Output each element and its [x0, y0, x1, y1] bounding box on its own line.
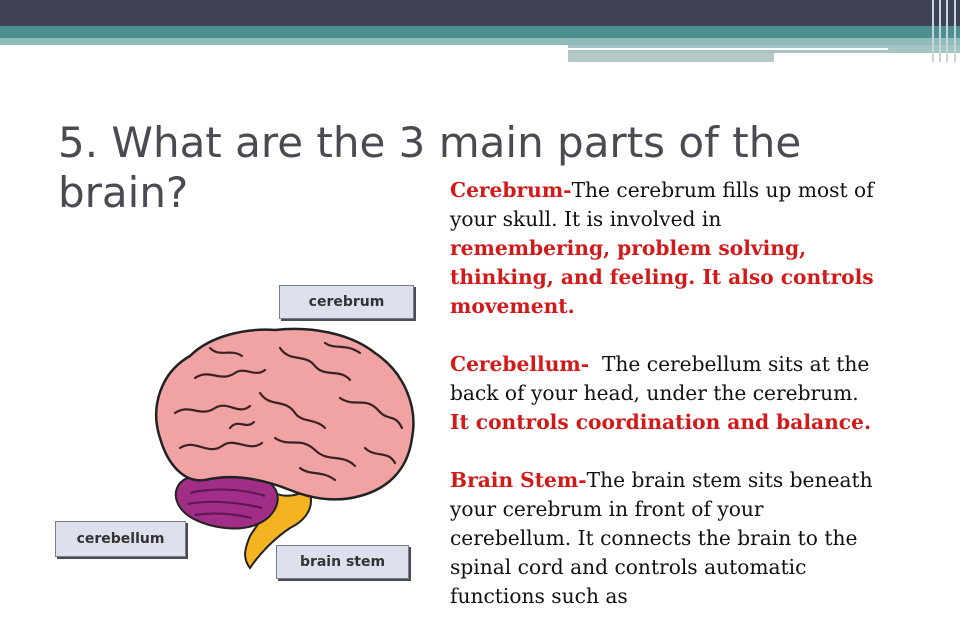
brain-parts-description [450, 176, 880, 640]
cerebellum-heading: Cerebellum- [450, 352, 590, 376]
cerebrum-emphasis: remembering, problem solving, thinking, and feeling. It also controls movement. [450, 236, 874, 318]
brain-illustration-icon [150, 318, 450, 578]
header-stripes [930, 0, 960, 62]
header-accent-line [568, 48, 888, 50]
header-bar [0, 0, 960, 26]
header-accent-bar-light [0, 38, 960, 45]
brain-stem-section [450, 466, 880, 611]
brain-stem-heading: Brain Stem- [450, 468, 587, 492]
cerebellum-text: The cerebellum sits at the back of your head, under the cerebrum. [450, 352, 876, 405]
brain-stem-label: brain stem [276, 545, 409, 579]
brain-stem-text: The brain stem sits beneath your cerebrum in front of your cerebellum. It connects the brain to the spinal cord and controls automatic functions such as [450, 468, 873, 608]
header-accent-bar-right-lower [568, 53, 774, 62]
cerebrum-text: The cerebrum fills up most of your skull. It is involved in [450, 178, 874, 231]
cerebrum-section [450, 176, 880, 321]
cerebellum-section [450, 350, 880, 437]
slide-title: 5. What are the 3 main parts of the brain? [58, 118, 802, 217]
cerebrum-label: cerebrum [279, 285, 414, 319]
cerebellum-label: cerebellum [55, 521, 186, 557]
header-accent-bar [0, 26, 960, 38]
cerebellum-emphasis: It controls coordination and balance. [450, 410, 871, 434]
cerebrum-heading: Cerebrum- [450, 178, 572, 202]
